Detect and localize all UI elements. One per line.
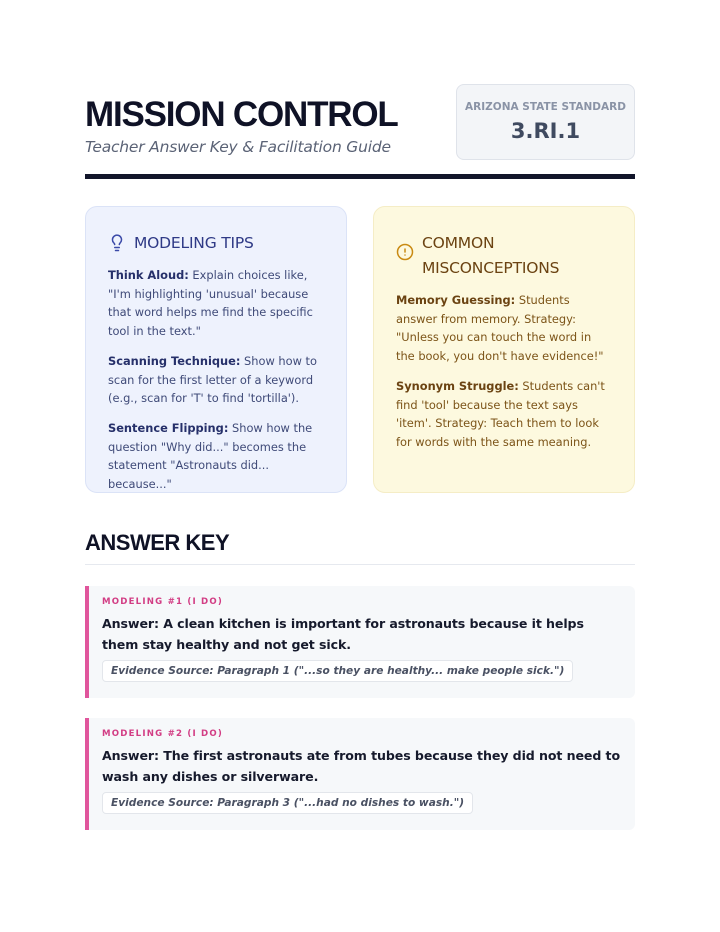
misconceptions-card [373, 206, 635, 493]
answer-text: Answer: The first astronauts ate from tubes because they did not need to wash any dishes or silverware. [102, 748, 621, 784]
evidence-source: Evidence Source: Paragraph 3 ("...had no dishes to wash.") [102, 792, 473, 814]
standard-value: 3.RI.1 [510, 119, 581, 143]
answer-tag: MODELING #2 (I DO) [102, 729, 224, 739]
answer-key-title: ANSWER KEY [85, 530, 230, 555]
lightbulb-icon [108, 234, 126, 252]
page-header [85, 84, 635, 176]
tip-label: Sentence Flipping: [108, 420, 229, 435]
misconception-label: Memory Guessing: [396, 293, 516, 307]
answer-item [85, 586, 635, 698]
answer-text: Answer: A clean kitchen is important for astronauts because it helps them stay healthy and not get sick. [102, 616, 584, 652]
page-subtitle: Teacher Answer Key & Facilitation Guide [85, 138, 391, 156]
header-divider [85, 174, 635, 179]
modeling-tips-title: MODELING TIPS [134, 234, 254, 252]
standard-badge [456, 84, 635, 160]
answer-key-divider [85, 564, 635, 565]
standard-label: ARIZONA STATE STANDARD [465, 101, 626, 113]
tip-text: Show how to scan for the first letter of a keyword (e.g., scan for 'T' to find 'tortilla'). [108, 353, 317, 406]
alert-circle-icon [396, 243, 414, 261]
tip-item [108, 352, 324, 408]
modeling-tips-card [85, 206, 347, 493]
tip-text: Show how the question "Why did..." becomes the statement "Astronauts did... because..." [108, 420, 313, 492]
misconception-label: Synonym Struggle: [396, 378, 519, 393]
page-title: MISSION CONTROL [85, 95, 398, 134]
misconception-item [396, 377, 612, 452]
tip-label: Think Aloud: [108, 268, 189, 282]
tip-text: Explain choices like, "I'm highlighting 'unusual' because that word helps me find the specific tool in the text." [108, 268, 313, 339]
evidence-source: Evidence Source: Paragraph 1 ("...so they are healthy... make people sick.") [102, 660, 573, 682]
misconceptions-header [396, 231, 612, 281]
tip-item [108, 419, 324, 494]
tip-label: Scanning Technique: [108, 353, 241, 368]
misconception-text: Students can't find 'tool' because the text says 'item'. Strategy: Teach them to look for words with the same meaning. [396, 378, 605, 449]
answer-item [85, 718, 635, 830]
misconceptions-title: COMMON MISCONCEPTIONS [422, 234, 560, 277]
tip-item [108, 266, 324, 341]
misconception-text: Students answer from memory. Strategy: "Unless you can touch the word in the book, you don't have evidence!" [396, 293, 604, 364]
answer-tag: MODELING #1 (I DO) [102, 597, 224, 607]
misconception-item [396, 291, 612, 366]
modeling-tips-header [108, 231, 324, 256]
